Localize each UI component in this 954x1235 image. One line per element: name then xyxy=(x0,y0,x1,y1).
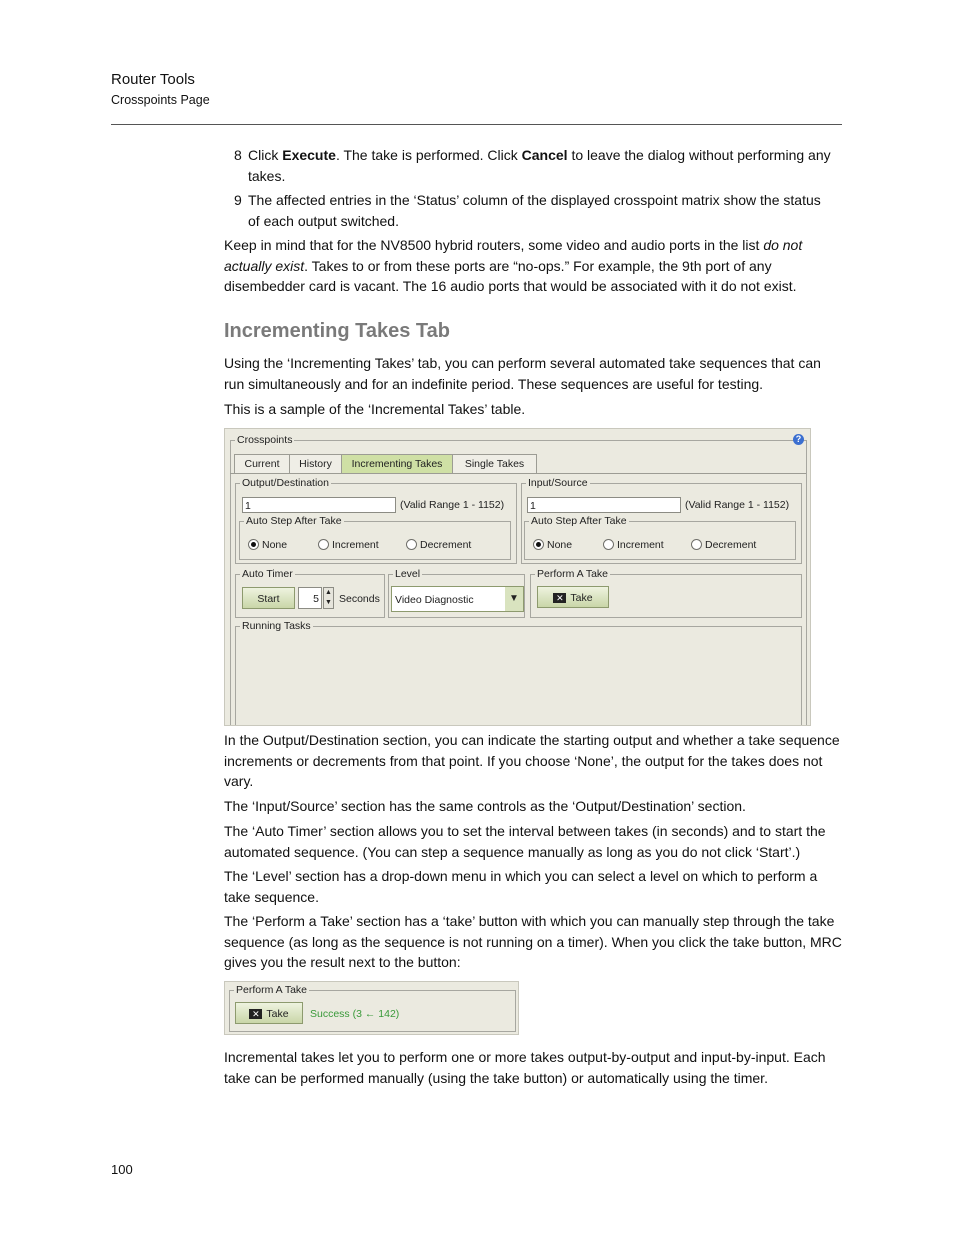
output-auto-step-legend: Auto Step After Take xyxy=(246,515,342,527)
running-header-title: Router Tools xyxy=(111,71,195,88)
tab-incrementing-takes[interactable]: Incrementing Takes xyxy=(341,454,453,473)
tab-current[interactable]: Current xyxy=(234,454,290,473)
paragraph-output: In the Output/Destination section, you can indicate the starting output and whether a take sequence increments or decrements from that point. If you choose ‘None’, the output for the takes does not vary. xyxy=(224,732,840,789)
crosspoint-icon: ✕ xyxy=(553,593,566,603)
section-heading: Incrementing Takes Tab xyxy=(224,320,450,342)
text-run: do not actually exist xyxy=(224,237,803,274)
output-decrement-radio[interactable] xyxy=(406,539,417,550)
take-button[interactable] xyxy=(537,586,609,608)
take-result-legend: Perform A Take xyxy=(236,984,308,996)
tab-history[interactable]: History xyxy=(289,454,342,473)
page-number: 100 xyxy=(111,1162,133,1177)
running-header-subtitle: Crosspoints Page xyxy=(111,93,210,107)
start-button[interactable]: Start xyxy=(242,587,295,609)
paragraph-final: Incremental takes let you to perform one or more takes output-by-output and input-by-input. Each take can be performed manually (using the take button) or automatically using the timer. xyxy=(224,1049,826,1086)
crosspoint-icon: ✕ xyxy=(249,1009,262,1019)
text-run: . Takes to or from these ports are “no-ops.” For example, the 9th port of any disembedder card is vacant. The 16 audio ports that would be associated with it do not exist. xyxy=(224,257,797,294)
output-none-label: None xyxy=(262,539,288,551)
level-legend: Level xyxy=(395,568,421,580)
input-start-field[interactable]: 1 xyxy=(527,497,681,513)
take-result-button-label: Take xyxy=(266,1008,289,1020)
input-decrement-radio[interactable] xyxy=(691,539,702,550)
auto-timer-legend: Auto Timer xyxy=(242,568,293,580)
text-run: Execute xyxy=(282,147,336,163)
text-run: . The take is performed. Click xyxy=(335,147,522,163)
seconds-field[interactable]: 5 xyxy=(298,587,322,609)
input-decrement-label: Decrement xyxy=(705,539,757,551)
text-run: Cancel xyxy=(521,147,568,163)
step-text xyxy=(248,190,836,231)
chevron-down-icon[interactable]: ▼ xyxy=(505,587,523,611)
output-decrement-label: Decrement xyxy=(420,539,472,551)
perform-take-legend: Perform A Take xyxy=(537,568,609,580)
text-run: to leave the dialog without performing any takes. xyxy=(248,147,831,184)
take-button-label: Take xyxy=(570,592,593,604)
level-dropdown[interactable] xyxy=(391,586,524,612)
take-result-status: Success (3 ← 142) xyxy=(310,1008,400,1020)
tab-strip-border xyxy=(230,473,806,474)
text-run: Click xyxy=(248,147,283,163)
input-auto-step-legend: Auto Step After Take xyxy=(531,515,627,527)
paragraph-intro: Using the ‘Incrementing Takes’ tab, you can perform several automated take sequences that can run simultaneously and for an indefinite period. These sequences are useful for testing. xyxy=(224,355,821,392)
seconds-label: Seconds xyxy=(339,593,380,605)
paragraph-level: The ‘Level’ section has a drop-down menu in which you can select a level on which to perform a take sequence. xyxy=(224,868,818,905)
take-result-button[interactable] xyxy=(235,1002,303,1024)
tab-single-takes[interactable]: Single Takes xyxy=(452,454,537,473)
crosspoints-panel xyxy=(224,428,811,726)
running-tasks-group xyxy=(235,620,802,726)
paragraph-sample: This is a sample of the ‘Incremental Takes’ table. xyxy=(224,401,526,417)
running-tasks-legend: Running Tasks xyxy=(242,620,311,632)
paragraph-take: The ‘Perform a Take’ section has a ‘take’ button with which you can manually step through the take sequence (as long as the sequence is not running on a timer). When you click the take button, MRC gives you the result next to the button: xyxy=(224,913,842,970)
input-source-legend: Input/Source xyxy=(528,477,588,489)
step-text xyxy=(248,145,836,186)
output-start-field[interactable]: 1 xyxy=(242,497,396,513)
step-number: 8 xyxy=(234,147,242,163)
text-run: Keep in mind that for the NV8500 hybrid routers, some video and audio ports in the list xyxy=(224,237,764,253)
paragraph-input: The ‘Input/Source’ section has the same controls as the ‘Output/Destination’ section. xyxy=(224,798,746,814)
paragraph-timer: The ‘Auto Timer’ section allows you to set the interval between takes (in seconds) and to start the automated sequence. (You can step a sequence manually as long as you do not click ‘Start’.) xyxy=(224,823,826,860)
input-none-radio[interactable] xyxy=(533,539,544,550)
header-rule xyxy=(111,124,842,125)
crosspoints-legend: Crosspoints xyxy=(237,434,293,446)
output-range-label: (Valid Range 1 - 1152) xyxy=(400,499,505,511)
output-none-radio[interactable] xyxy=(248,539,259,550)
output-increment-radio[interactable] xyxy=(318,539,329,550)
output-increment-label: Increment xyxy=(332,539,379,551)
input-increment-label: Increment xyxy=(617,539,664,551)
seconds-spinner[interactable]: ▲ ▼ xyxy=(323,587,334,609)
input-none-label: None xyxy=(547,539,573,551)
step-9 xyxy=(234,190,836,231)
help-icon[interactable]: ? xyxy=(793,434,804,445)
step-8 xyxy=(234,145,836,186)
paragraph-nv8500 xyxy=(224,235,842,297)
step-number: 9 xyxy=(234,192,242,208)
take-result-panel xyxy=(224,981,519,1035)
level-selected-value: Video Diagnostic xyxy=(395,594,474,606)
input-range-label: (Valid Range 1 - 1152) xyxy=(685,499,790,511)
output-destination-legend: Output/Destination xyxy=(242,477,329,489)
text-run: The affected entries in the ‘Status’ column of the displayed crosspoint matrix show the status of each output switched. xyxy=(248,192,821,229)
input-increment-radio[interactable] xyxy=(603,539,614,550)
